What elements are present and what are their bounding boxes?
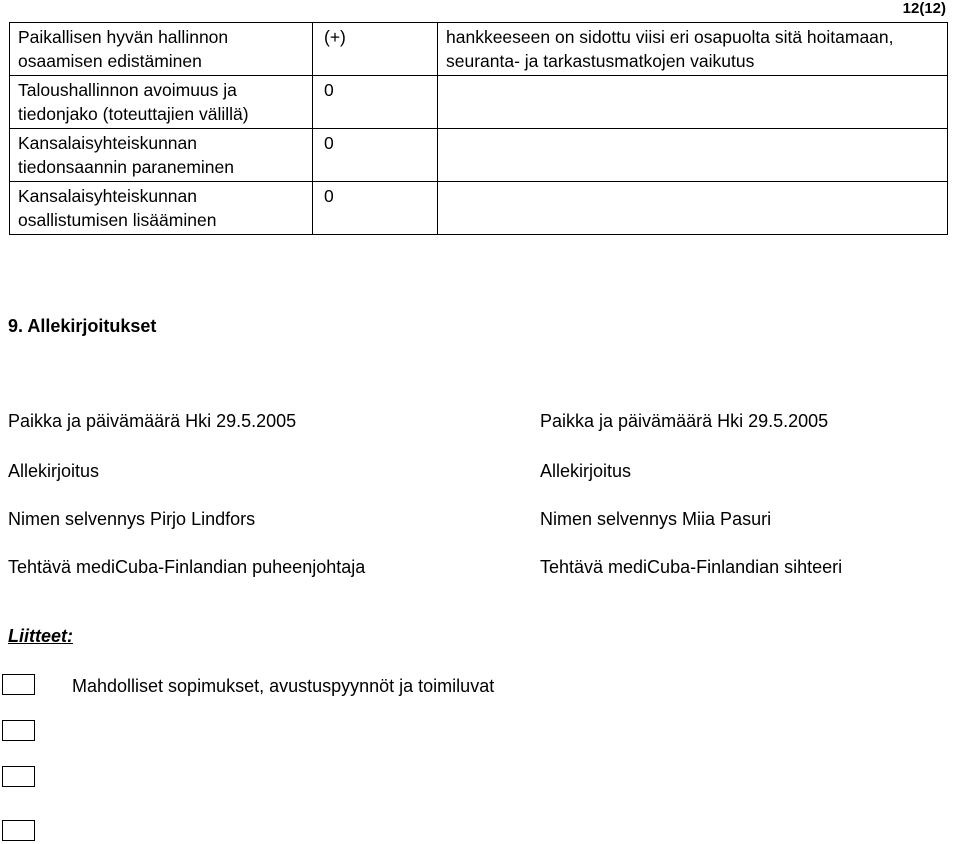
attachment-checkbox[interactable] [2, 720, 35, 741]
attachments-title: Liitteet: [8, 626, 73, 646]
comment-cell: hankkeeseen on sidottu viisi eri osapuolta sitä hoitamaan, seuranta- ja tarkastusmatkojen vaikutus [438, 23, 948, 76]
criterion-cell: Taloushallinnon avoimuus ja tiedonjako (toteuttajien välillä) [10, 76, 313, 129]
page-number: 12(12) [902, 0, 946, 17]
criterion-cell: Paikallisen hyvän hallinnon osaamisen edistäminen [10, 23, 313, 76]
evaluation-table [9, 22, 948, 235]
table-row [10, 129, 948, 182]
table-row [10, 182, 948, 235]
name-clarification: Nimen selvennys Miia Pasuri [540, 509, 772, 529]
rating-cell: 0 [313, 76, 438, 129]
place-date: Paikka ja päivämäärä Hki 29.5.2005 [540, 411, 829, 431]
table-row [10, 23, 948, 76]
signature-label: Allekirjoitus [540, 461, 632, 481]
signature-label: Allekirjoitus [8, 461, 100, 481]
comment-cell [438, 129, 948, 182]
table-row [10, 76, 948, 129]
place-date: Paikka ja päivämäärä Hki 29.5.2005 [8, 411, 297, 431]
role: Tehtävä mediCuba-Finlandian sihteeri [540, 557, 843, 577]
name-clarification: Nimen selvennys Pirjo Lindfors [8, 509, 256, 529]
rating-cell: 0 [313, 129, 438, 182]
comment-cell [438, 76, 948, 129]
role: Tehtävä mediCuba-Finlandian puheenjohtaja [8, 557, 366, 577]
rating-cell: 0 [313, 182, 438, 235]
criterion-cell: Kansalaisyhteiskunnan osallistumisen lisääminen [10, 182, 313, 235]
rating-cell: (+) [313, 23, 438, 76]
attachment-label: Mahdolliset sopimukset, avustuspyynnöt ja toimiluvat [72, 676, 495, 696]
attachment-checkbox[interactable] [2, 820, 35, 841]
criterion-cell: Kansalaisyhteiskunnan tiedonsaannin paraneminen [10, 129, 313, 182]
comment-cell [438, 182, 948, 235]
attachment-checkbox[interactable] [2, 766, 35, 787]
section-title: 9. Allekirjoitukset [8, 316, 157, 336]
attachment-checkbox[interactable] [2, 674, 35, 695]
